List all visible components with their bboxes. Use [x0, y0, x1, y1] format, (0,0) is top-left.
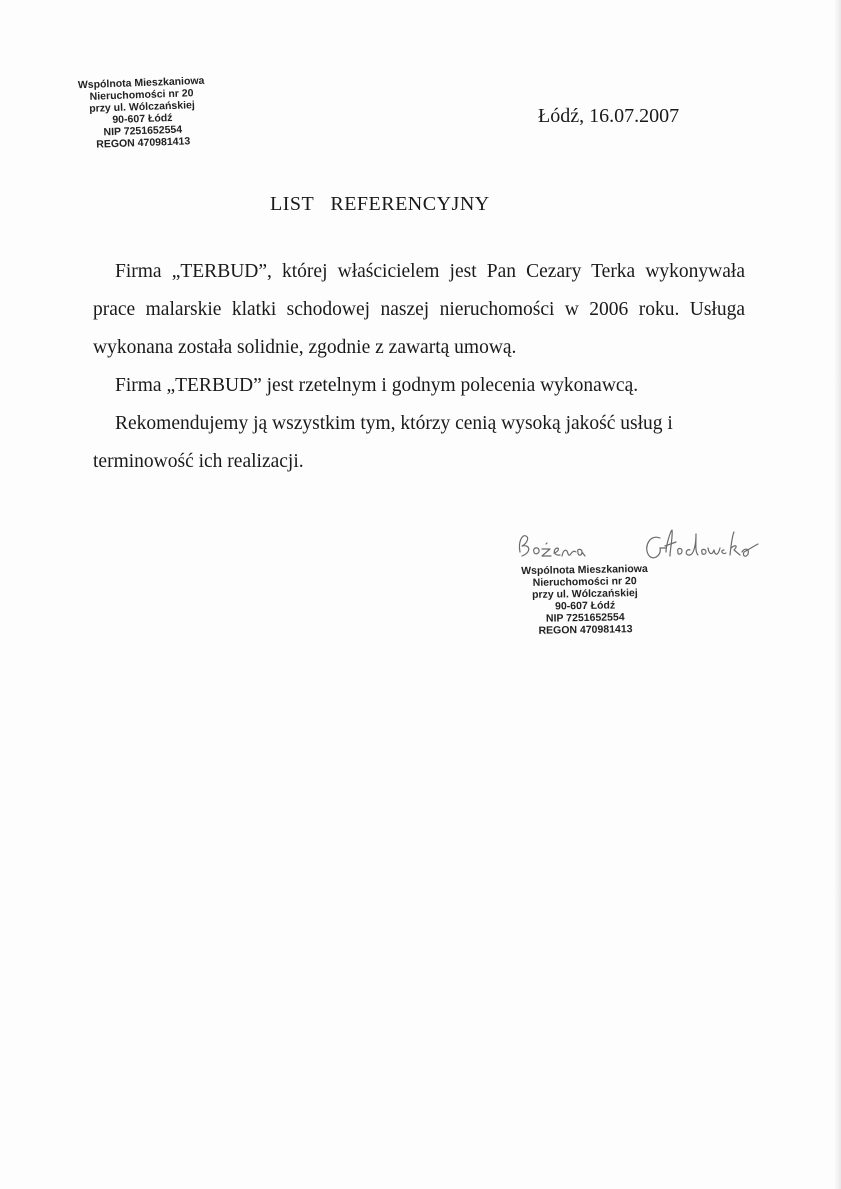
paragraph-recommendation: Firma „TERBUD” jest rzetelnym i godnym polecenia wykonawcą.: [115, 375, 639, 396]
stamp-line: Wspólnota Mieszkaniowa: [77, 74, 205, 92]
page-edge-shadow: [835, 0, 841, 1189]
letter-body: [93, 253, 745, 481]
stamp-line: REGON 470981413: [96, 135, 191, 151]
stamp-line: Nieruchomości nr 20: [89, 87, 194, 103]
paragraph-intro: Firma „TERBUD”, której właścicielem jest Pan Cezary Terka wykonywała prace malarskie klatki schodowej naszej nieruchomości w 2006 roku. Usługa wykonana została solidnie, zgodnie z zawartą umową.: [93, 261, 745, 358]
stamp-line: Wspólnota Mieszkaniowa: [521, 562, 648, 578]
stamp-line: 90-607 Łódź: [112, 111, 173, 127]
stamp-line: przy ul. Wólczańskiej: [531, 587, 638, 601]
stamp-line: przy ul. Wólczańskiej: [89, 99, 195, 115]
paragraph-closing: Rekomendujemy ją wszystkim tym, którzy cenią wysoką jakość usług i terminowość ich realizacji.: [93, 413, 673, 472]
stamp-line: NIP 7251652554: [103, 123, 183, 139]
stamp-line: 90-607 Łódź: [554, 599, 616, 613]
place-and-date: Łódź, 16.07.2007: [538, 105, 680, 127]
stamp-line: NIP 7251652554: [545, 611, 625, 625]
signatory-stamp: [504, 563, 665, 638]
stamp-line: REGON 470981413: [538, 623, 633, 637]
letter-title: LIST REFERENCYJNY: [270, 193, 490, 215]
sender-stamp: [56, 74, 228, 152]
stamp-line: Nieruchomości nr 20: [532, 575, 637, 589]
